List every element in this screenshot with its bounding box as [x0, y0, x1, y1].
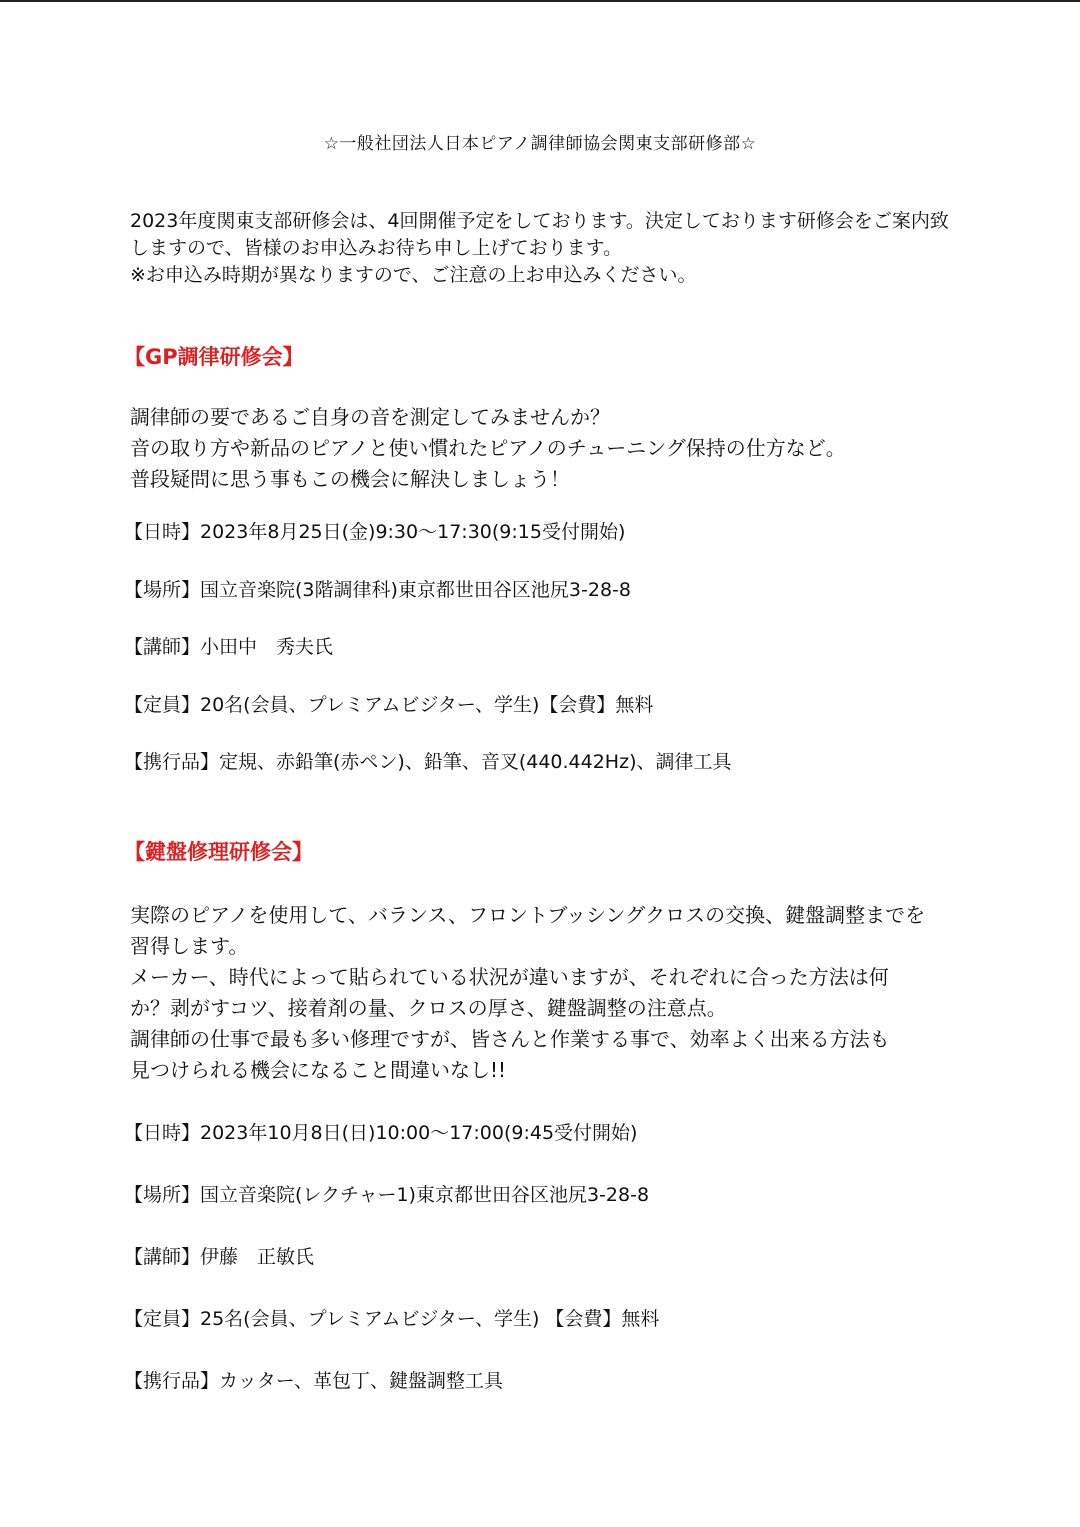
lecturer-gp-tuning: 【講師】小田中 秀夫氏	[124, 636, 334, 658]
page-top-border	[0, 0, 1080, 2]
items-keyboard-repair: 【携行品】カッター、革包丁、鍵盤調整工具	[124, 1370, 504, 1392]
lecturer-keyboard-repair: 【講師】伊藤 正敏氏	[124, 1246, 315, 1268]
section-description-gp-tuning: 調律師の要であるご自身の音を測定してみませんか？ 音の取り方や新品のピアノと使い慣れたピアノのチューニング保持の仕方など。 普段疑問に思う事もこの機会に解決しましょう！	[130, 405, 846, 491]
items-gp-tuning: 【携行品】定規、赤鉛筆(赤ペン)、鉛筆、音叉(440.442Hz)、調律工具	[124, 751, 732, 773]
capacity-keyboard-repair: 【定員】25名(会員、プレミアムビジター、学生) 【会費】無料	[124, 1308, 660, 1330]
datetime-keyboard-repair: 【日時】2023年10月8日(日)10:00〜17:00(9:45受付開始)	[124, 1122, 638, 1144]
place-gp-tuning: 【場所】国立音楽院(3階調律科)東京都世田谷区池尻3-28-8	[124, 579, 631, 601]
datetime-gp-tuning: 【日時】2023年8月25日(金)9:30〜17:30(9:15受付開始)	[124, 521, 626, 543]
page-title: ☆一般社団法人日本ピアノ調律師協会関東支部研修部☆	[323, 134, 757, 154]
section-heading-gp-tuning: 【GP調律研修会】	[124, 345, 304, 369]
intro-paragraph: 2023年度関東支部研修会は、4回開催予定をしております。決定しております研修会をご案内致 しますので、皆様のお申込みお待ち申し上げております。 ※お申込み時期が異なりますので、ご注意の上お申込みください。	[130, 210, 949, 286]
section-heading-keyboard-repair: 【鍵盤修理研修会】	[124, 840, 313, 864]
section-description-keyboard-repair: 実際のピアノを使用して、バランス、フロントブッシングクロスの交換、鍵盤調整までを 習得します。 メーカー、時代によって貼られている状況が違いますが、それぞれに合った方法は何 か？剥がすコツ、接着剤の量、クロスの厚さ、鍵盤調整の注意点。 調律師の仕事で最も多い修理ですが、皆さんと作業する事で、効率よく出来る方法も 見つけられる機会になること間違いなし!!	[130, 903, 926, 1082]
capacity-gp-tuning: 【定員】20名(会員、プレミアムビジター、学生)【会費】無料	[124, 694, 654, 716]
place-keyboard-repair: 【場所】国立音楽院(レクチャー1)東京都世田谷区池尻3-28-8	[124, 1184, 650, 1206]
